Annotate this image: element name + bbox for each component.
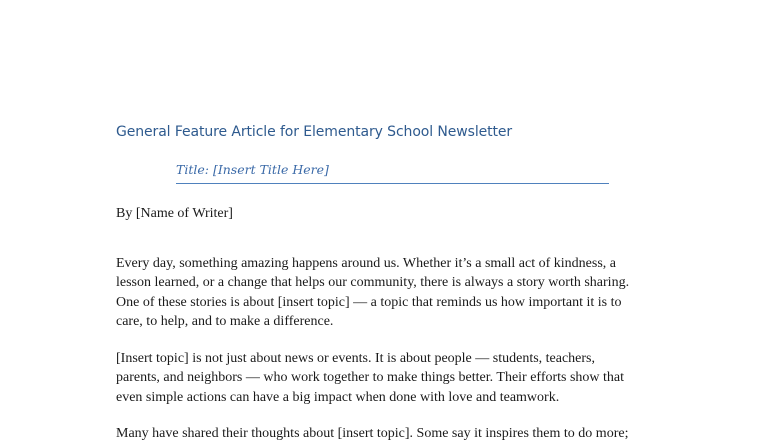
paragraph-line: even simple actions can have a big impact when done with love and teamwork. — [116, 389, 560, 405]
document-heading: General Feature Article for Elementary School Newsletter — [116, 124, 513, 140]
byline: By [Name of Writer] — [116, 206, 233, 221]
title-placeholder: Title: [Insert Title Here] — [176, 162, 329, 177]
paragraph-line: Every day, something amazing happens around us. Whether it’s a small act of kindness, a — [116, 256, 616, 271]
paragraph-line: parents, and neighbors — who work together to make things better. Their efforts show that — [116, 370, 625, 386]
title-field[interactable] — [176, 161, 609, 184]
paragraph-line: One of these stories is about [insert topic] — a topic that reminds us how important it is to — [116, 294, 622, 310]
paragraph-line: lesson learned, or a change that helps our community, there is always a story worth sharing. — [116, 275, 630, 291]
paragraph-1 — [116, 254, 629, 331]
paragraph-2 — [116, 349, 624, 407]
paragraph-line: Many have shared their thoughts about [insert topic]. Some say it inspires them to do more; — [116, 426, 629, 441]
paragraph-line: [Insert topic] is not just about news or events. It is about people — students, teachers, — [116, 351, 596, 366]
paragraph-line: care, to help, and to make a difference. — [116, 313, 334, 329]
paragraph-3 — [116, 424, 628, 441]
